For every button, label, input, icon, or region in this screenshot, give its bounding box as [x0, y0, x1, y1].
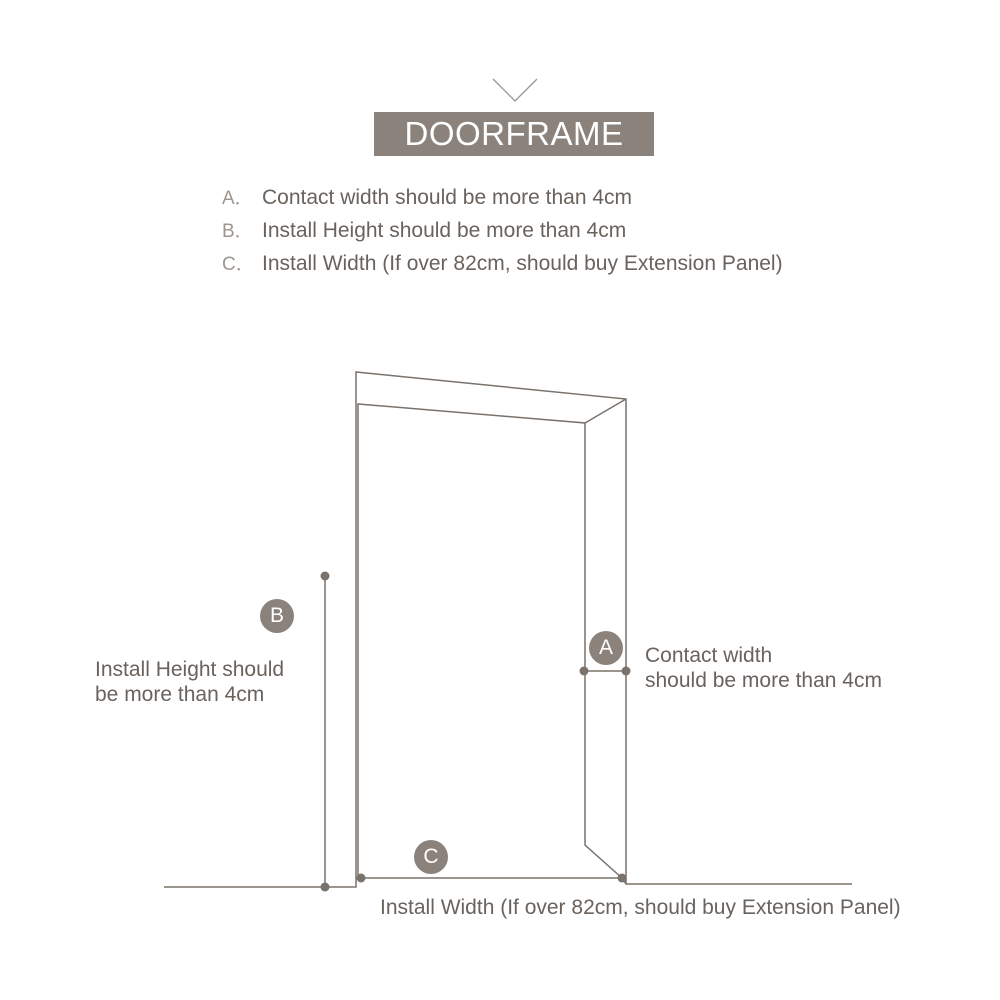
width-callout: Install Width (If over 82cm, should buy Extension Panel) [380, 896, 901, 919]
legend-list [222, 184, 783, 283]
legend-item-b [222, 217, 783, 250]
legend-key: C． [222, 254, 255, 275]
height-dimension-top-dot [321, 572, 330, 581]
legend-item-a [222, 184, 783, 217]
legend-item-c [222, 250, 783, 283]
floor-line [164, 878, 852, 887]
title-banner [374, 112, 654, 156]
legend-text: Install Height should be more than 4cm [262, 219, 627, 242]
marker-b-badge: B [260, 599, 294, 633]
legend-key: B． [222, 221, 254, 242]
contact-callout [645, 643, 882, 693]
contact-callout-line2: should be more than 4cm [645, 669, 882, 692]
page-title: DOORFRAME [404, 115, 624, 152]
frame-top-bevel [585, 399, 626, 423]
height-dimension-bottom-dot [321, 883, 330, 892]
legend-text: Contact width should be more than 4cm [262, 186, 633, 209]
width-dimension-left-dot [357, 874, 366, 883]
frame-inner-edge [358, 404, 622, 878]
contact-dimension-left-dot [580, 667, 589, 676]
contact-callout-line1: Contact width [645, 644, 773, 667]
height-callout-line2: be more than 4cm [95, 683, 265, 706]
chevron-down-icon [492, 78, 538, 104]
legend-text: Install Width (If over 82cm, should buy Extension Panel) [262, 252, 783, 275]
marker-a-badge: A [589, 631, 623, 665]
contact-dimension-right-dot [622, 667, 631, 676]
height-callout-line1: Install Height should [95, 658, 285, 681]
marker-c-badge: C [414, 840, 448, 874]
legend-key: A． [222, 188, 254, 209]
height-callout [95, 657, 284, 707]
width-dimension-right-dot [618, 874, 627, 883]
